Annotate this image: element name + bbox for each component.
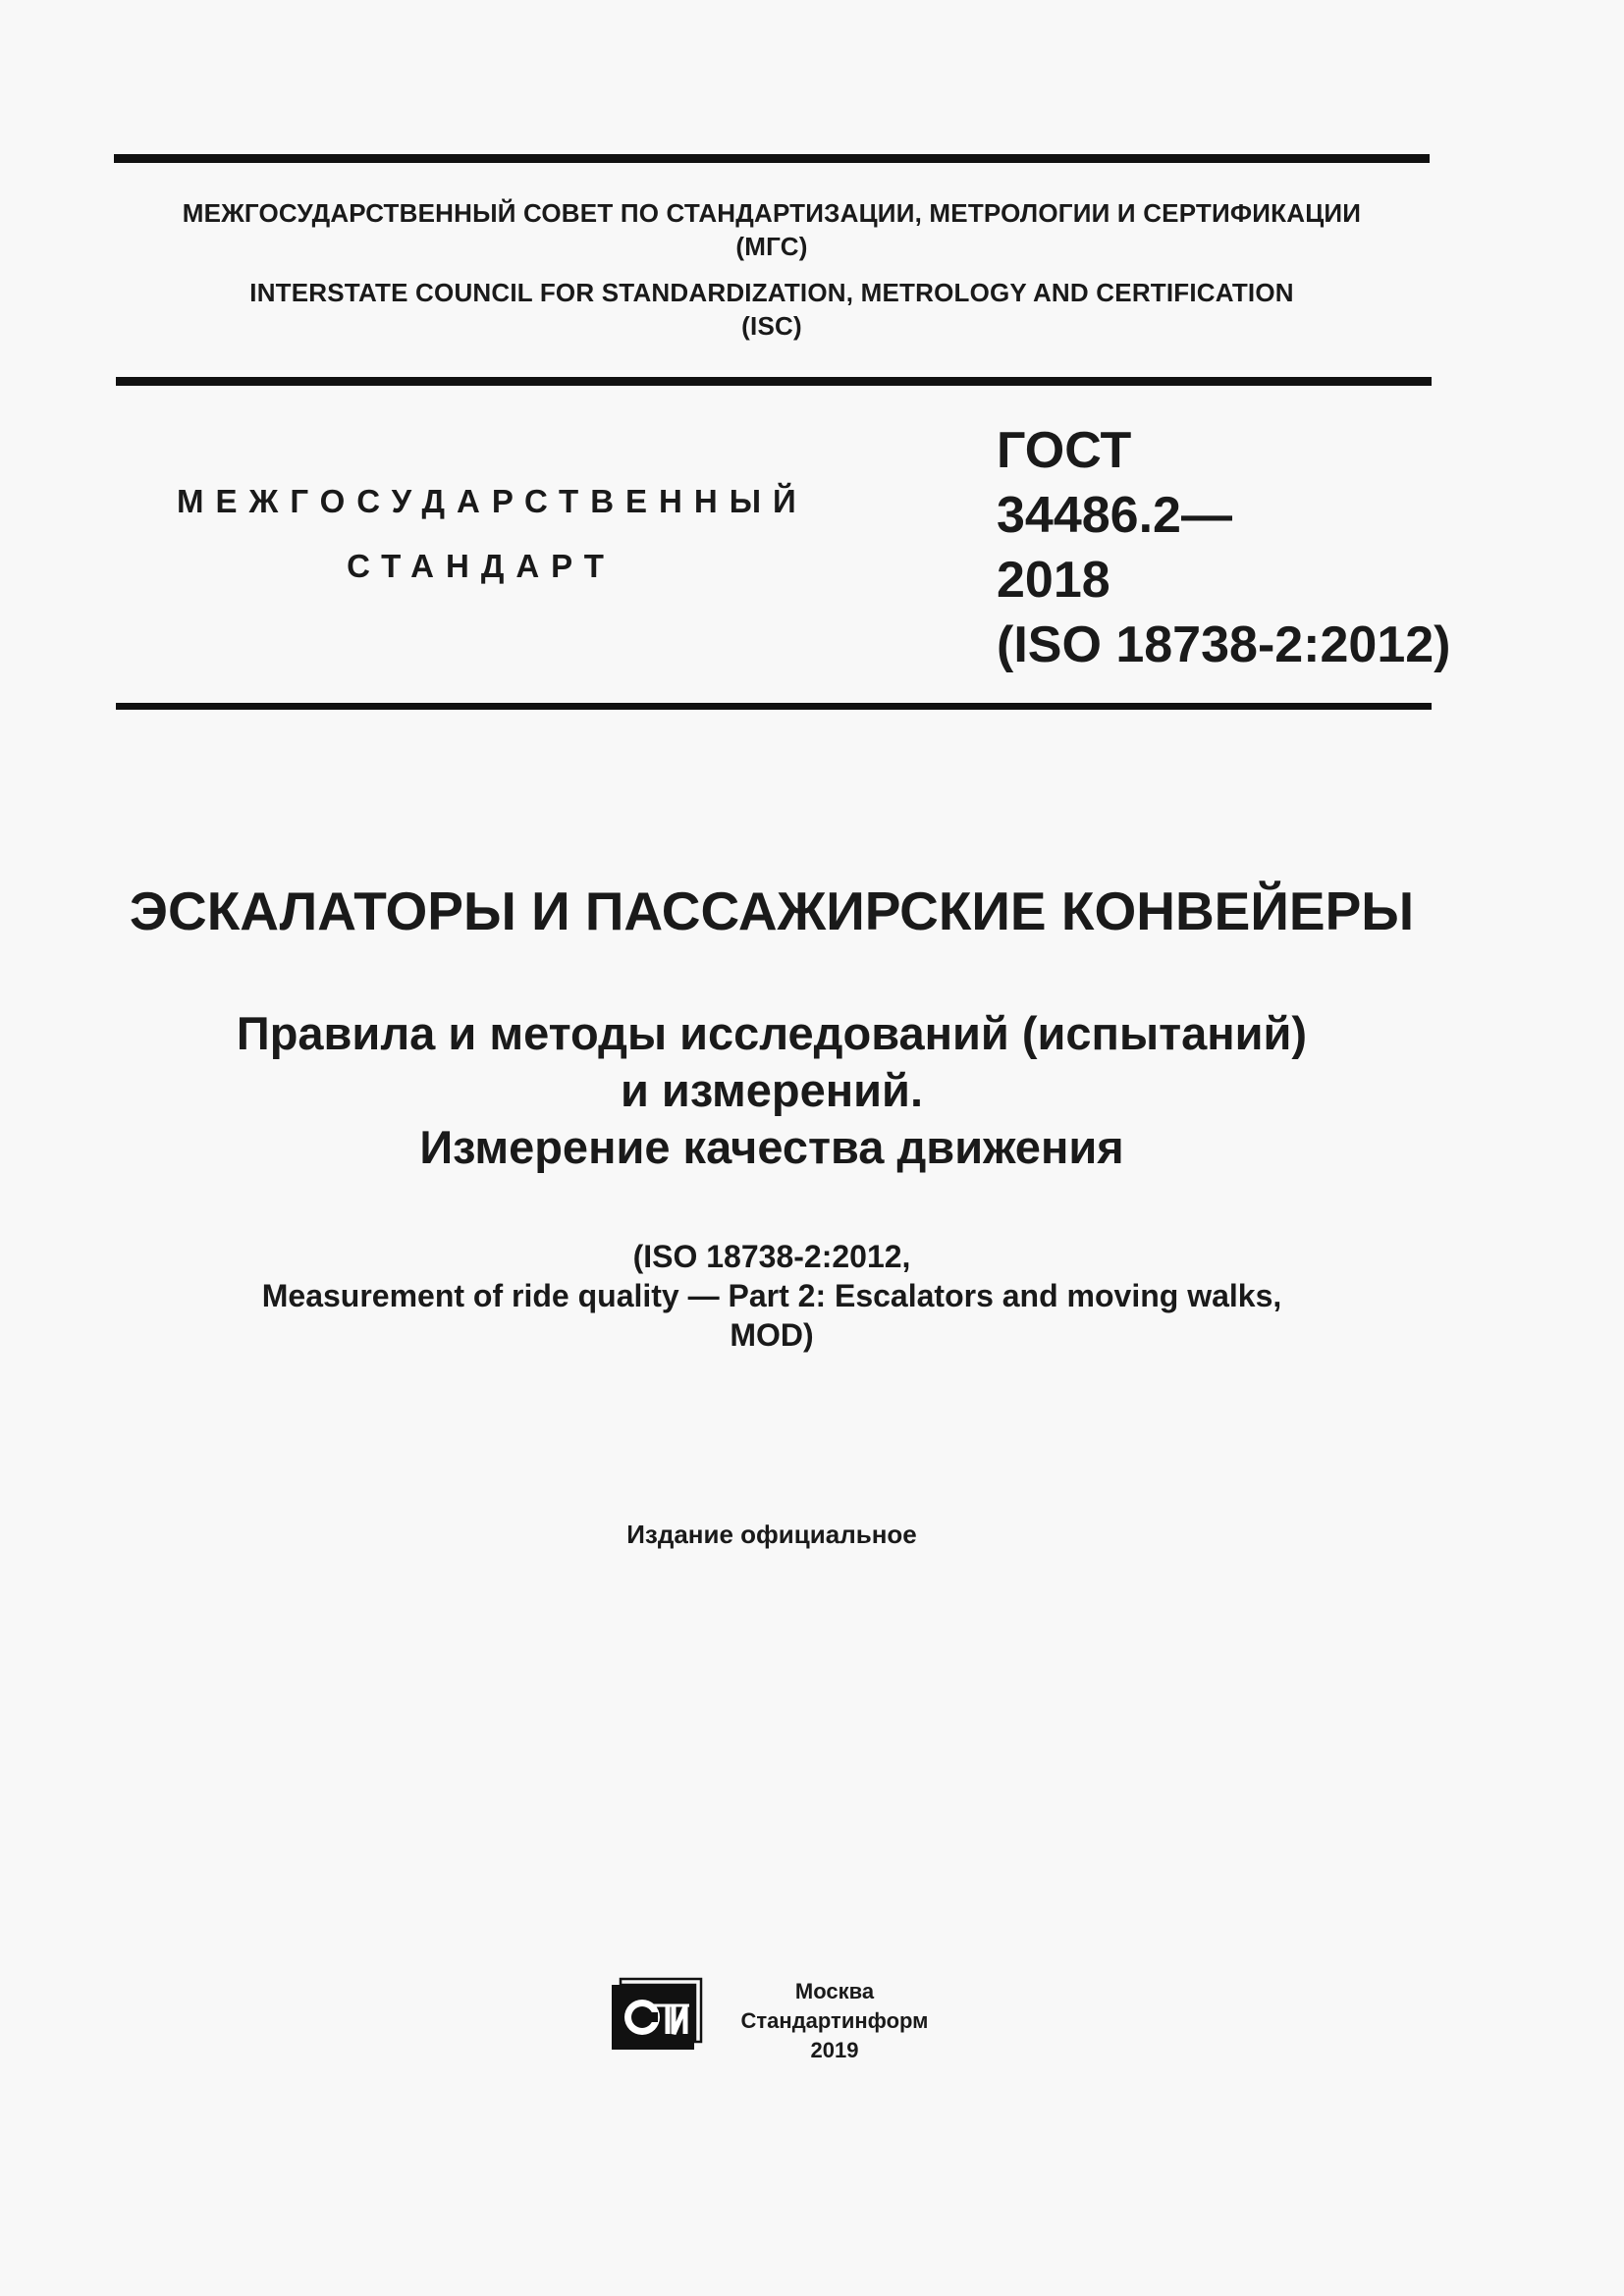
subtitle-line2: и измерений. bbox=[620, 1064, 924, 1116]
bottom-rule bbox=[116, 703, 1432, 710]
publisher-name: Стандартинформ bbox=[740, 2008, 929, 2033]
gost-designation bbox=[997, 418, 1451, 677]
middle-rule bbox=[116, 377, 1432, 386]
publisher-year: 2019 bbox=[810, 2038, 859, 2062]
council-header bbox=[114, 196, 1430, 343]
subtitle-line1: Правила и методы исследований (испытаний) bbox=[236, 1007, 1308, 1059]
iso-line3: MOD) bbox=[730, 1317, 814, 1353]
publisher-block bbox=[717, 1977, 952, 2065]
document-title: ЭСКАЛАТОРЫ И ПАССАЖИРСКИЕ КОНВЕЙЕРЫ bbox=[129, 881, 1415, 941]
document-subtitle bbox=[114, 1005, 1430, 1176]
iso-reference-block bbox=[114, 1237, 1430, 1355]
standard-type-line2: СТАНДАРТ bbox=[347, 548, 616, 584]
gost-number: 34486.2— bbox=[997, 487, 1232, 544]
council-en-abbr: (ISC) bbox=[741, 311, 802, 341]
iso-line1: (ISO 18738-2:2012, bbox=[632, 1239, 911, 1274]
council-ru-abbr: (МГС) bbox=[735, 232, 808, 261]
council-en-name: INTERSTATE COUNCIL FOR STANDARDIZATION, METROLOGY AND CERTIFICATION bbox=[249, 278, 1294, 307]
standartinform-logo-icon bbox=[611, 1977, 705, 2052]
gost-year: 2018 bbox=[997, 552, 1110, 609]
subtitle-line3: Измерение качества движения bbox=[419, 1121, 1124, 1173]
gost-iso-ref: (ISO 18738-2:2012) bbox=[997, 616, 1451, 673]
standard-type-line1: МЕЖГОСУДАРСТВЕННЫЙ bbox=[177, 483, 808, 519]
gost-label: ГОСТ bbox=[997, 422, 1132, 479]
council-ru-name: МЕЖГОСУДАРСТВЕННЫЙ СОВЕТ ПО СТАНДАРТИЗАЦИИ, МЕТРОЛОГИИ И СЕРТИФИКАЦИИ bbox=[182, 198, 1362, 228]
top-rule bbox=[114, 154, 1430, 163]
edition-label: Издание официальное bbox=[626, 1520, 917, 1549]
iso-line2: Measurement of ride quality — Part 2: Escalators and moving walks, bbox=[261, 1278, 1282, 1313]
standard-type bbox=[177, 469, 808, 599]
publisher-city: Москва bbox=[794, 1979, 875, 2003]
